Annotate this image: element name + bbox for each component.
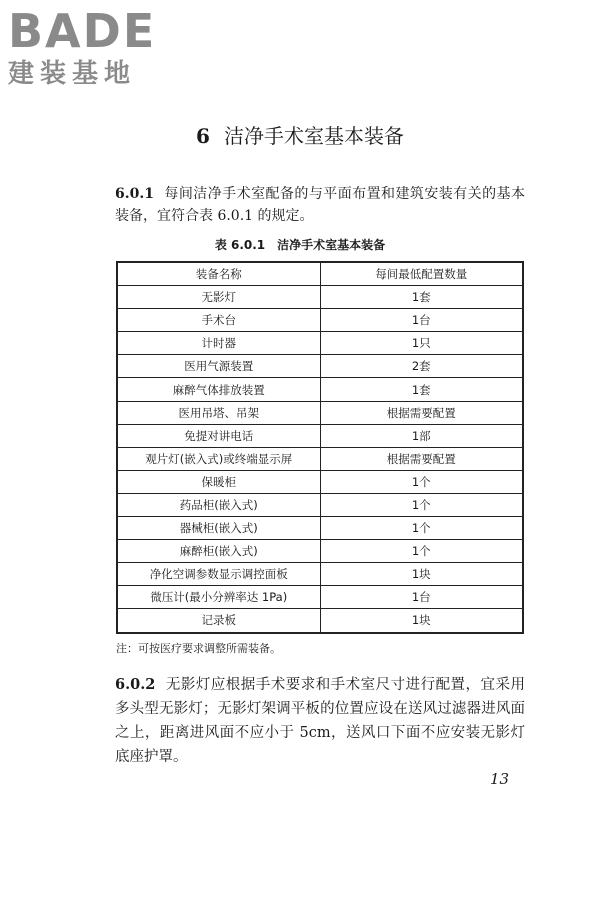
equipment-name: 免提对讲电话: [117, 424, 320, 447]
equipment-quantity: 1块: [320, 563, 523, 586]
equipment-quantity: 1个: [320, 493, 523, 516]
table-row: [117, 586, 523, 609]
equipment-name: 药品柜(嵌入式): [117, 493, 320, 516]
equipment-quantity: 根据需要配置: [320, 401, 523, 424]
table-note: 注：可按医疗要求调整所需装备。: [116, 642, 281, 655]
table-row: [117, 355, 523, 378]
table-row: [117, 517, 523, 540]
equipment-name: 计时器: [117, 332, 320, 355]
table-row: [117, 493, 523, 516]
equipment-name: 麻醉气体排放装置: [117, 378, 320, 401]
equipment-name: 手术台: [117, 309, 320, 332]
equipment-quantity: 1块: [320, 609, 523, 633]
table-row: [117, 378, 523, 401]
header-equipment-name: 装备名称: [117, 262, 320, 286]
table-caption: [0, 236, 600, 254]
equipment-quantity: 1套: [320, 286, 523, 309]
clause-text: 无影灯应根据手术要求和手术室尺寸进行配置，宜采用多头型无影灯；无影灯架调平板的位置应设在送风过滤器进风面之上，距离进风面不应小于 5cm，送风口下面不应安装无影灯底座护罩。: [115, 677, 525, 765]
equipment-name: 麻醉柜(嵌入式): [117, 540, 320, 563]
logo-brand: BADE: [8, 4, 157, 58]
equipment-quantity: 1台: [320, 586, 523, 609]
equipment-name: 微压计(最小分辨率达 1Pa): [117, 586, 320, 609]
chapter-title: [0, 122, 600, 150]
equipment-name: 保暖柜: [117, 470, 320, 493]
equipment-name: 医用气源装置: [117, 355, 320, 378]
equipment-name: 记录板: [117, 609, 320, 633]
table-caption-title: 洁净手术室基本装备: [277, 238, 386, 252]
equipment-table: [116, 261, 524, 634]
equipment-quantity: 1个: [320, 470, 523, 493]
equipment-quantity: 1只: [320, 332, 523, 355]
clause-number: 6.0.2: [115, 676, 156, 693]
equipment-quantity: 1台: [320, 309, 523, 332]
chapter-number: 6: [196, 124, 210, 148]
equipment-quantity: 根据需要配置: [320, 447, 523, 470]
table-caption-number: 表 6.0.1: [214, 238, 266, 252]
equipment-quantity: 2套: [320, 355, 523, 378]
logo-subtitle: 建装基地: [8, 59, 137, 89]
table-row: [117, 540, 523, 563]
equipment-name: 净化空调参数显示调控面板: [117, 563, 320, 586]
equipment-quantity: 1个: [320, 540, 523, 563]
clause-6-0-1: [115, 183, 525, 227]
equipment-quantity: 1套: [320, 378, 523, 401]
chapter-title-text: 洁净手术室基本装备: [223, 124, 404, 148]
equipment-quantity: 1个: [320, 517, 523, 540]
table-row: [117, 332, 523, 355]
table-row: [117, 286, 523, 309]
clause-6-0-2: [115, 673, 525, 769]
equipment-name: 观片灯(嵌入式)或终端显示屏: [117, 447, 320, 470]
page-number: 13: [490, 770, 510, 788]
header-min-quantity: 每间最低配置数量: [320, 262, 523, 286]
equipment-name: 医用吊塔、吊架: [117, 401, 320, 424]
equipment-quantity: 1部: [320, 424, 523, 447]
table-row: [117, 309, 523, 332]
equipment-name: 器械柜(嵌入式): [117, 517, 320, 540]
watermark-logo: [8, 6, 178, 90]
table-row: [117, 609, 523, 633]
table-row: [117, 447, 523, 470]
clause-number: 6.0.1: [115, 186, 154, 202]
equipment-name: 无影灯: [117, 286, 320, 309]
table-row: [117, 470, 523, 493]
table-row: [117, 424, 523, 447]
clause-text: 每间洁净手术室配备的与平面布置和建筑安装有关的基本装备，宜符合表 6.0.1 的规定。: [115, 186, 525, 224]
table-row: [117, 401, 523, 424]
table-header-row: [117, 262, 523, 286]
table-row: [117, 563, 523, 586]
